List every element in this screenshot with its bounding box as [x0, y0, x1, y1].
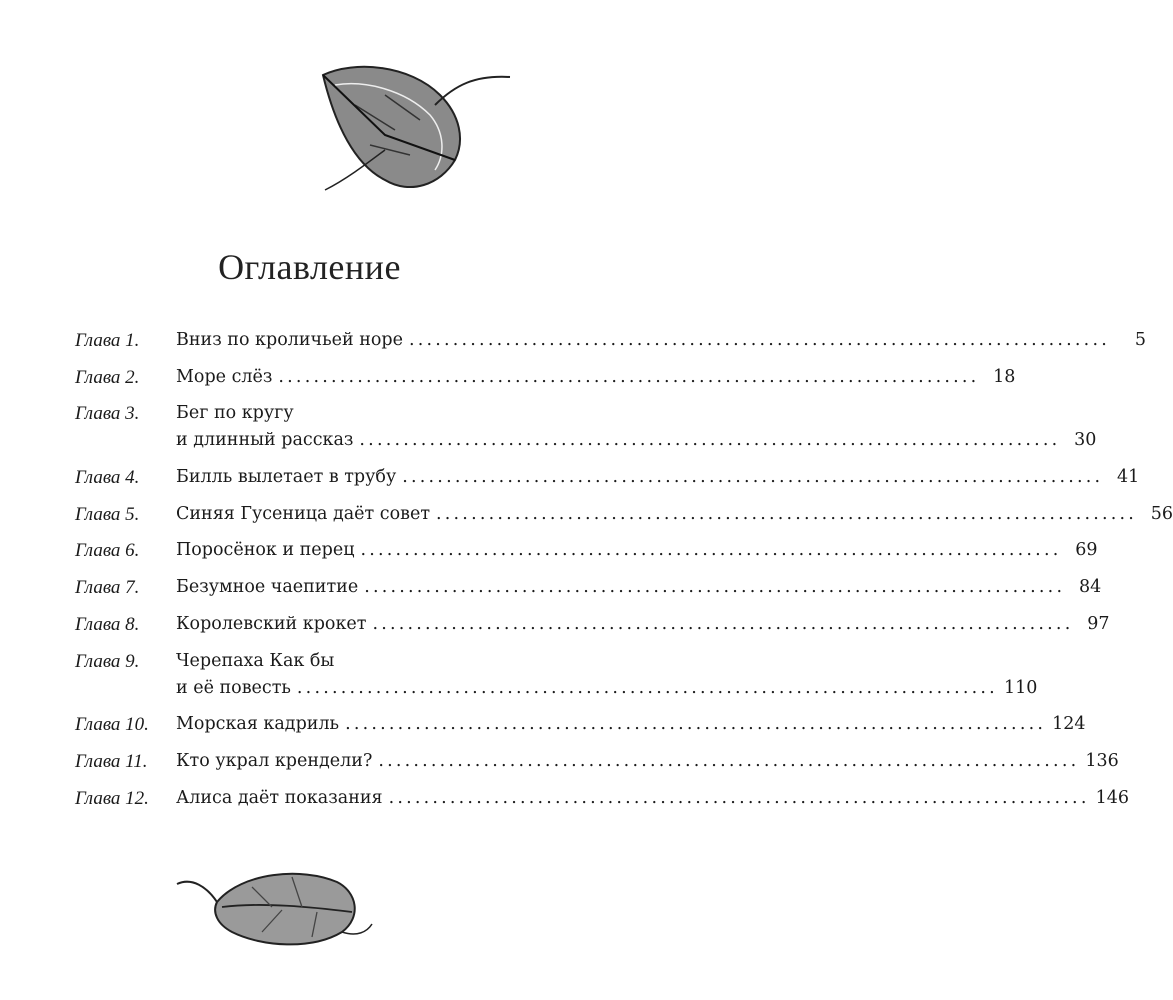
chapter-label: Глава 8.: [75, 613, 140, 635]
dot-leader: ................................................................................: [408, 330, 1110, 350]
chapter-title: Кто украл крендели?: [176, 750, 373, 771]
chapter-label: Глава 4.: [75, 467, 140, 489]
page-number: 136: [1085, 750, 1119, 771]
chapter-title: и длинный рассказ: [176, 430, 354, 451]
toc-entry[interactable]: [75, 611, 1110, 638]
chapter-label: Глава 3.: [75, 403, 140, 425]
chapter-title: Алиса даёт показания: [176, 787, 383, 808]
page-number: 5: [1134, 330, 1146, 350]
chapter-title: Бег по кругу: [176, 403, 294, 424]
chapter-title: Вниз по кроличьей норе: [176, 330, 403, 350]
chapter-title: Билль вылетает в трубу: [176, 467, 397, 488]
dot-leader: ................................................................................: [402, 467, 1104, 488]
chapter-title: Королевский крокет: [176, 613, 367, 634]
dot-leader: ................................................................................: [278, 366, 980, 387]
page-title: Оглавление: [218, 247, 401, 287]
chapter-title: Море слёз: [176, 366, 273, 387]
chapter-label: Глава 6.: [75, 540, 140, 562]
toc-entry[interactable]: [75, 464, 1140, 491]
leaf-illustration-top: [315, 55, 515, 195]
table-of-contents: [75, 327, 1173, 821]
chapter-title: Синяя Гусеница даёт совет: [176, 503, 431, 524]
toc-entry[interactable]: [75, 400, 1097, 454]
page-number: 18: [993, 366, 1016, 387]
page-number: 97: [1087, 613, 1110, 634]
dot-leader: ................................................................................: [378, 750, 1080, 771]
chapter-label: Глава 12.: [75, 787, 149, 809]
page-number: 84: [1078, 577, 1102, 598]
toc-entry[interactable]: [75, 648, 1038, 702]
chapter-title: Поросёнок и перец: [176, 540, 355, 561]
chapter-title: и её повесть: [176, 677, 291, 698]
chapter-label: Глава 10.: [75, 714, 149, 736]
chapter-label: Глава 7.: [75, 577, 140, 599]
toc-entry[interactable]: [75, 785, 1129, 812]
dot-leader: ................................................................................: [360, 540, 1062, 561]
page-number: 56: [1150, 503, 1173, 524]
dot-leader: ................................................................................: [345, 714, 1047, 735]
dot-leader: ................................................................................: [364, 577, 1066, 598]
chapter-title: Морская кадриль: [176, 714, 340, 735]
chapter-label: Глава 1.: [75, 330, 140, 351]
dot-leader: ................................................................................: [436, 503, 1138, 524]
toc-entry[interactable]: [75, 748, 1119, 775]
page-number: 124: [1052, 714, 1086, 735]
dot-leader: ................................................................................: [388, 787, 1090, 808]
toc-entry[interactable]: [75, 501, 1173, 528]
toc-entry[interactable]: [75, 537, 1098, 564]
dot-leader: ................................................................................: [372, 613, 1074, 634]
toc-entry[interactable]: [75, 711, 1086, 738]
chapter-title: Безумное чаепитие: [176, 577, 359, 598]
page-number: 146: [1095, 787, 1129, 808]
toc-entry[interactable]: [75, 574, 1102, 601]
chapter-label: Глава 5.: [75, 503, 140, 525]
page-number: 110: [1003, 677, 1038, 698]
toc-entry[interactable]: [75, 364, 1016, 391]
dot-leader: ................................................................................: [359, 430, 1061, 451]
chapter-label: Глава 9.: [75, 650, 140, 672]
chapter-label: Глава 11.: [75, 750, 148, 772]
chapter-title: Черепаха Как бы: [176, 650, 335, 671]
page-number: 41: [1117, 467, 1140, 488]
dot-leader: ................................................................................: [296, 677, 998, 698]
page-number: 69: [1075, 540, 1098, 561]
leaf-illustration-bottom: [172, 862, 377, 952]
page-number: 30: [1074, 430, 1097, 451]
chapter-label: Глава 2.: [75, 366, 140, 388]
toc-entry[interactable]: [75, 327, 1146, 354]
